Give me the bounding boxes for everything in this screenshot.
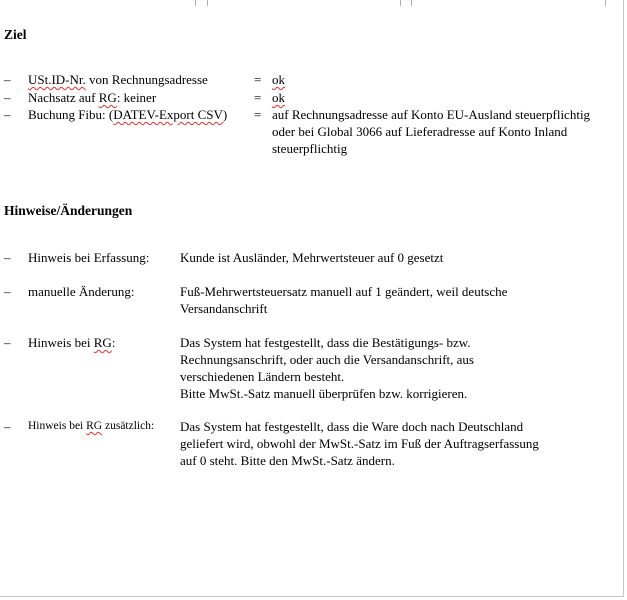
hinweis-text-line: Das System hat festgestellt, dass die Ware doch nach Deutschland [180, 419, 524, 434]
hinweis-text-line: Rechnungsanschrift, oder auch die Versandanschrift, aus [180, 352, 474, 367]
ziel-label: Buchung Fibu: (DATEV-Export CSV) [28, 107, 228, 122]
hinweis-text-line: auf 0 steht. Bitte den MwSt.-Satz ändern. [180, 453, 395, 468]
margin-mark [195, 0, 196, 6]
dash: – [4, 419, 11, 434]
ziel-value-line: steuerpflichtig [272, 141, 348, 156]
margin-mark [605, 0, 606, 6]
hinweis-text-line: verschiedenen Ländern besteht. [180, 369, 345, 384]
dash: – [4, 284, 11, 299]
margin-mark [207, 0, 208, 6]
ziel-value-line: oder bei Global 3066 auf Lieferadresse auf Konto Inland [272, 124, 568, 139]
dash: – [4, 72, 11, 87]
section-heading-hinweise: Hinweise/Änderungen [4, 203, 133, 218]
hinweis-text-line: geliefert wird, obwohl der MwSt.-Satz im Fuß der Auftragserfassung [180, 436, 539, 451]
hinweis-text-line: Kunde ist Ausländer, Mehrwertsteuer auf 0 gesetzt [180, 250, 444, 265]
hinweis-label: Hinweis bei RG zusätzlich: [28, 420, 155, 432]
hinweis-text-line: Bitte MwSt.-Satz manuell überprüfen bzw. korrigieren. [180, 386, 468, 401]
ziel-label: Nachsatz auf RG: keiner [28, 90, 157, 105]
dash: – [4, 107, 11, 122]
ziel-label: USt.ID-Nr. von Rechnungsadresse [28, 72, 208, 87]
hinweis-label: Hinweis bei Erfassung: [28, 250, 150, 265]
hinweis-label: Hinweis bei RG: [28, 335, 116, 350]
dash: – [4, 250, 11, 265]
hinweis-text-line: Versandanschrift [180, 301, 268, 316]
dash: – [4, 335, 11, 350]
margin-mark [400, 0, 401, 6]
section-heading-ziel: Ziel [4, 27, 27, 42]
hinweis-text-line: Fuß-Mehrwertsteuersatz manuell auf 1 geändert, weil deutsche [180, 284, 508, 299]
equals-sign: = [254, 72, 262, 87]
equals-sign: = [254, 107, 262, 122]
equals-sign: = [254, 90, 262, 105]
ziel-value: ok [272, 72, 285, 87]
ziel-value-line: auf Rechnungsadresse auf Konto EU-Ausland steuerpflichtig [272, 107, 591, 122]
dash: – [4, 90, 11, 105]
margin-mark [411, 0, 412, 6]
ziel-value: ok [272, 90, 285, 105]
hinweis-label: manuelle Änderung: [28, 284, 135, 299]
hinweis-text-line: Das System hat festgestellt, dass die Bestätigungs- bzw. [180, 335, 471, 350]
